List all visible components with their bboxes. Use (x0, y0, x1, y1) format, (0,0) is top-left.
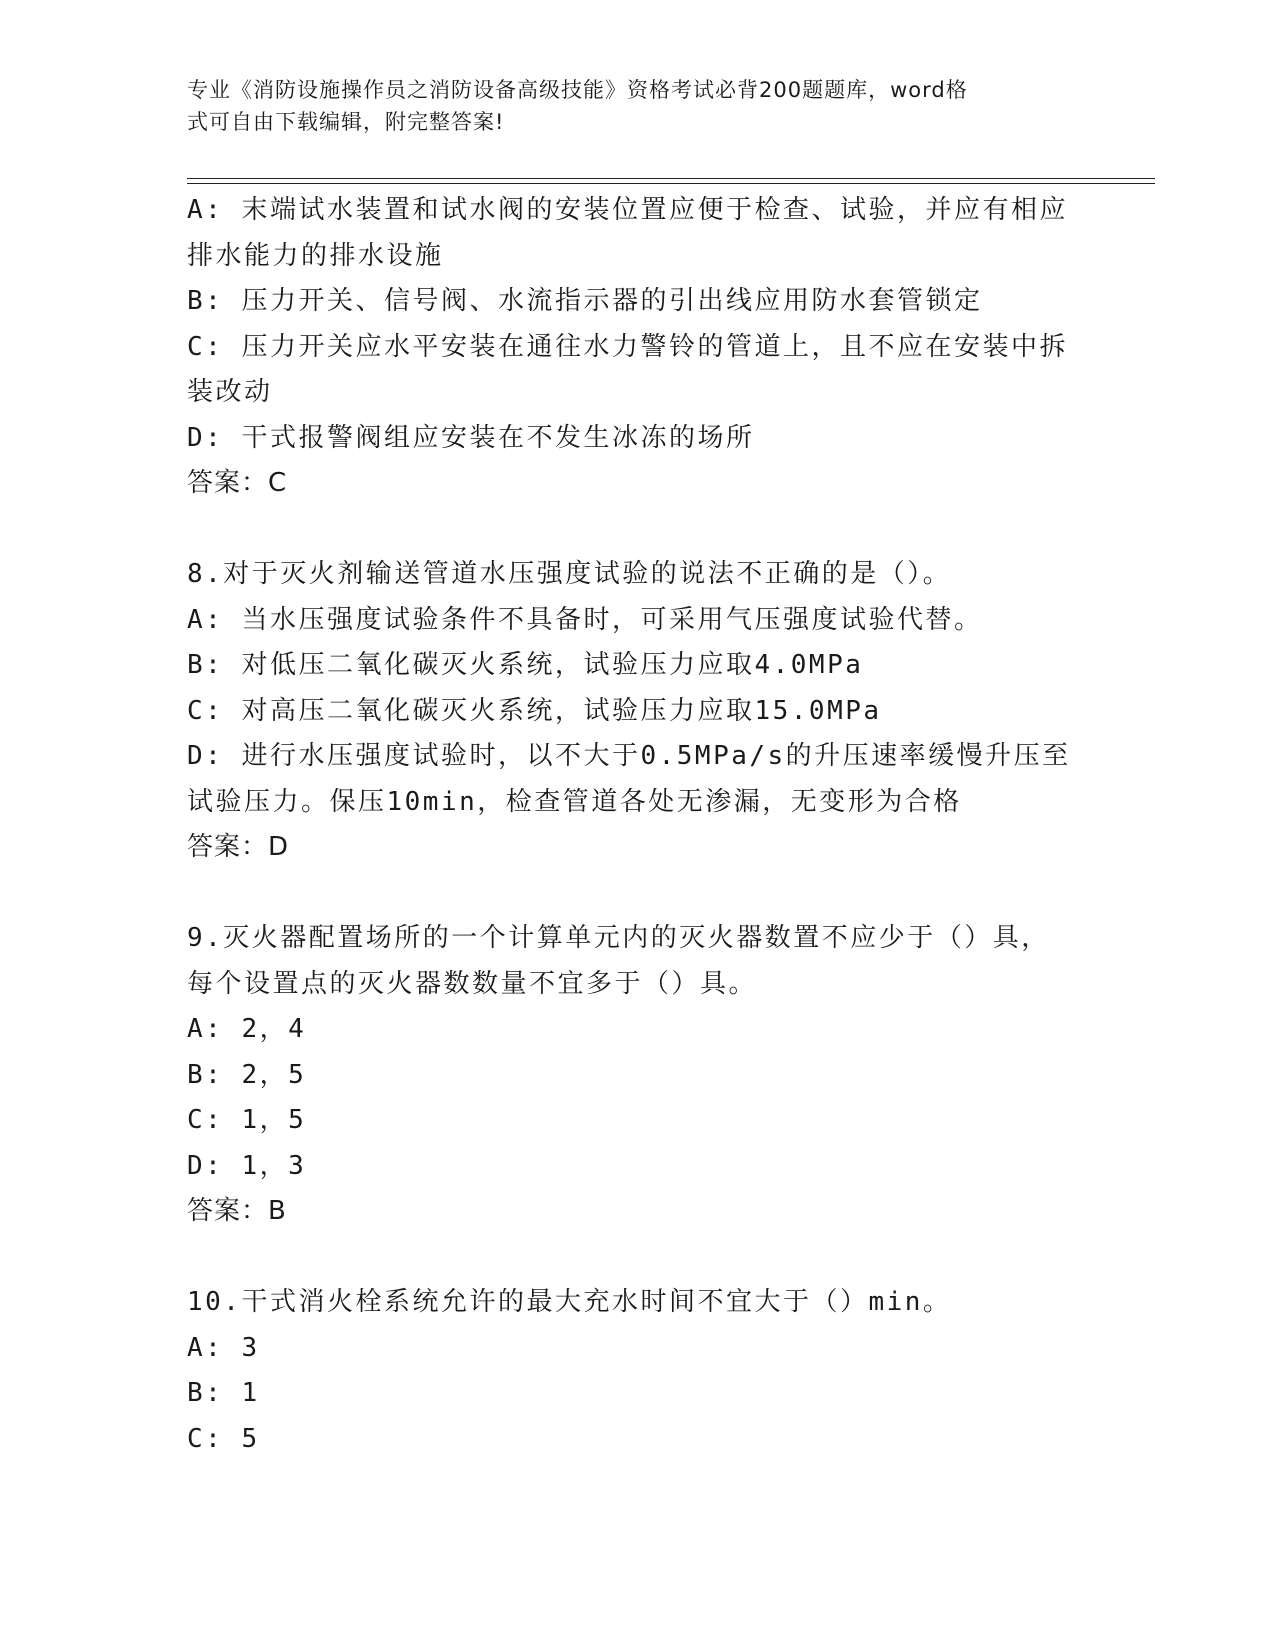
spacer (187, 507, 1087, 553)
spacer (187, 871, 1087, 917)
q7-option-c: C: 压力开关应水平安装在通往水力警铃的管道上，且不应在安装中拆 (187, 331, 1068, 362)
q7-option-a: A: 末端试水装置和试水阀的安装位置应便于检查、试验，并应有相应 (187, 195, 1068, 225)
document-header (187, 74, 1067, 138)
q8-question: 8.对于灭火剂输送管道水压强度试验的说法不正确的是（）。 (187, 559, 952, 589)
header-line-1: 专业《消防设施操作员之消防设备高级技能》资格考试必背200题题库，word格 (187, 78, 968, 102)
q8-option-d-cont: 试验压力。保压10min，检查管道各处无渗漏，无变形为合格 (187, 786, 962, 817)
q8-option-c: C: 对高压二氧化碳灭火系统，试验压力应取15.0MPa (187, 695, 882, 726)
question-7-block (187, 188, 1087, 507)
q10-option-b: B: 1 (187, 1378, 260, 1408)
q7-option-d: D: 干式报警阀组应安装在不发生冰冻的场所 (187, 422, 755, 453)
q10-option-c: C: 5 (187, 1423, 260, 1454)
question-9-block (187, 916, 1087, 1235)
q9-option-c: C: 1，5 (187, 1105, 307, 1135)
q10-option-a: A: 3 (187, 1332, 260, 1363)
q8-answer: 答案：D (187, 832, 290, 862)
q9-answer: 答案：B (187, 1196, 287, 1226)
question-10-block (187, 1280, 1087, 1462)
q9-option-b: B: 2，5 (187, 1059, 307, 1090)
q9-question: 9.灭火器配置场所的一个计算单元内的灭火器数置不应少于（）具， (187, 923, 1050, 953)
q7-option-a-cont: 排水能力的排水设施 (187, 240, 444, 271)
q8-option-a: A: 当水压强度试验条件不具备时，可采用气压强度试验代替。 (187, 604, 983, 635)
q7-option-c-cont: 装改动 (187, 377, 273, 407)
q7-answer: 答案：C (187, 468, 288, 498)
q8-option-d: D: 进行水压强度试验时，以不大于0.5MPa/s的升压速率缓慢升压至 (187, 741, 1071, 771)
question-8-block (187, 552, 1087, 871)
q10-question: 10.干式消火栓系统允许的最大充水时间不宜大于（）min。 (187, 1287, 952, 1317)
q8-option-b: B: 对低压二氧化碳灭火系统，试验压力应取4.0MPa (187, 650, 864, 680)
question-content (187, 188, 1087, 1462)
header-divider-bottom (187, 183, 1155, 184)
q7-option-b: B: 压力开关、信号阀、水流指示器的引出线应用防水套管锁定 (187, 286, 983, 316)
header-line-2: 式可自由下载编辑，附完整答案! (187, 110, 505, 134)
header-divider-top (187, 178, 1155, 179)
q9-option-a: A: 2，4 (187, 1014, 307, 1044)
spacer (187, 1235, 1087, 1281)
q9-option-d: D: 1，3 (187, 1150, 307, 1181)
q9-question-cont: 每个设置点的灭火器数数量不宜多于（）具。 (187, 968, 758, 999)
